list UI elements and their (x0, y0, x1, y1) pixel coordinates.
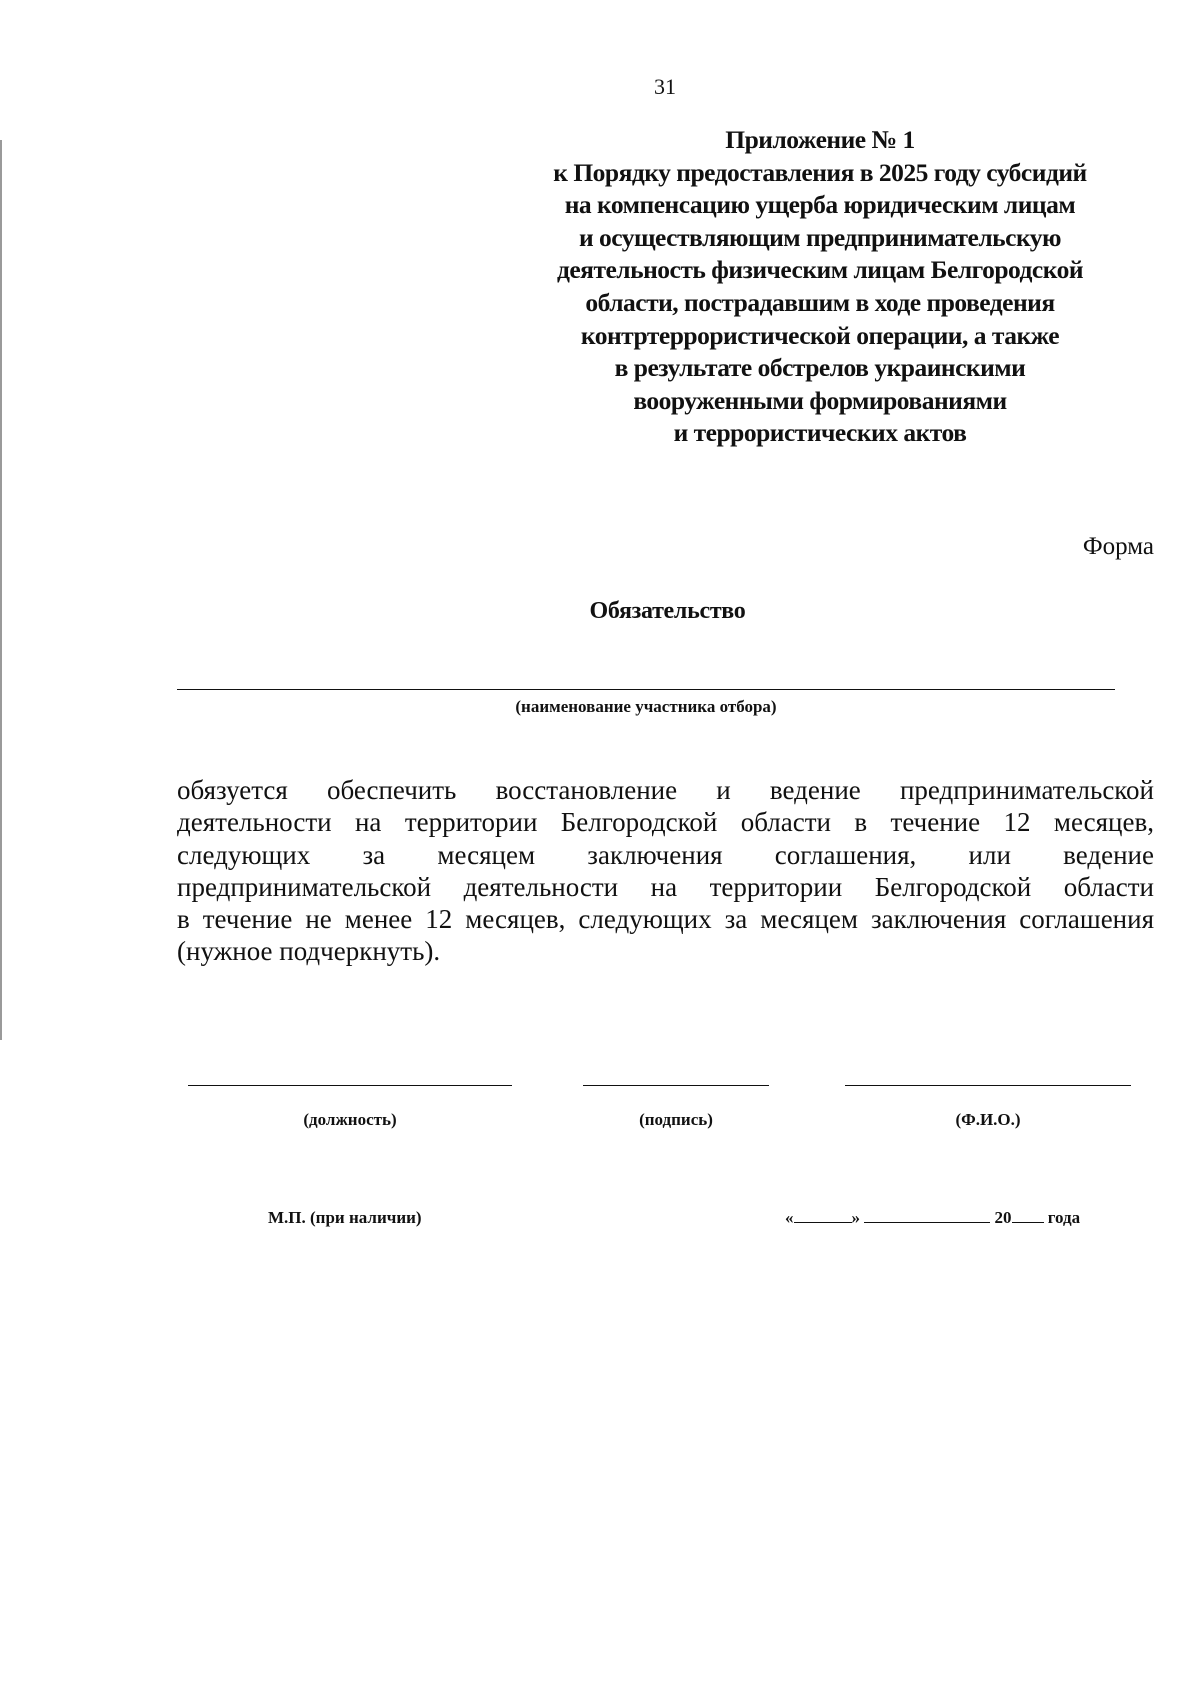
appendix-line: области, пострадавшим в ходе проведения (585, 287, 1055, 317)
date-close-quote: » (851, 1208, 860, 1227)
appendix-line: контртеррористической операции, а также (580, 320, 1060, 350)
page-number: 31 (654, 74, 676, 99)
year-blank[interactable] (1012, 1208, 1044, 1223)
month-blank[interactable] (864, 1208, 990, 1223)
obligation-text-line: следующих за месяцем заключения соглашения, или ведение (177, 839, 1154, 870)
stamp-placeholder: М.П. (при наличии) (268, 1208, 422, 1227)
year-suffix: года (1047, 1208, 1081, 1227)
appendix-line: и осуществляющим предпринимательскую (578, 222, 1062, 252)
appendix-line: Приложение № 1 (725, 125, 915, 154)
signature-line[interactable] (583, 1085, 769, 1086)
obligation-text-line: (нужное подчеркнуть). (177, 936, 441, 967)
signature-caption: (подпись) (639, 1110, 713, 1129)
position-caption: (должность) (303, 1110, 397, 1129)
obligation-text-line: в течение не менее 12 месяцев, следующих за месяцем заключения соглашения (177, 904, 1154, 935)
appendix-line: вооруженными формированиями (633, 385, 1007, 415)
appendix-header (470, 124, 1170, 450)
full-name-caption: (Ф.И.О.) (955, 1110, 1021, 1129)
day-blank[interactable] (794, 1208, 852, 1223)
obligation-text-line: обязуется обеспечить восстановление и ведение предпринимательской (177, 775, 1154, 805)
date-field (785, 1208, 1080, 1228)
appendix-line: деятельность физическим лицам Белгородской (556, 255, 1084, 285)
appendix-line: к Порядку предоставления в 2025 году субсидий (553, 157, 1087, 187)
full-name-line[interactable] (845, 1085, 1131, 1086)
obligation-text (177, 774, 1154, 968)
date-open-quote: « (785, 1208, 794, 1227)
participant-name-line[interactable] (177, 689, 1115, 690)
scan-left-edge (0, 140, 2, 1040)
obligation-text-line: предпринимательской деятельности на территории Белгородской области (177, 871, 1154, 902)
obligation-text-line: деятельности на территории Белгородской области в течение 12 месяцев, (177, 807, 1154, 838)
appendix-line: и террористических актов (673, 418, 967, 448)
appendix-line: в результате обстрелов украинскими (614, 353, 1026, 383)
participant-name-caption: (наименование участника отбора) (515, 697, 777, 716)
year-prefix: 20 (994, 1208, 1012, 1227)
position-line[interactable] (188, 1085, 512, 1086)
document-title: Обязательство (589, 598, 746, 624)
appendix-line: на компенсацию ущерба юридическим лицам (564, 190, 1076, 220)
form-label: Форма (1082, 533, 1154, 560)
